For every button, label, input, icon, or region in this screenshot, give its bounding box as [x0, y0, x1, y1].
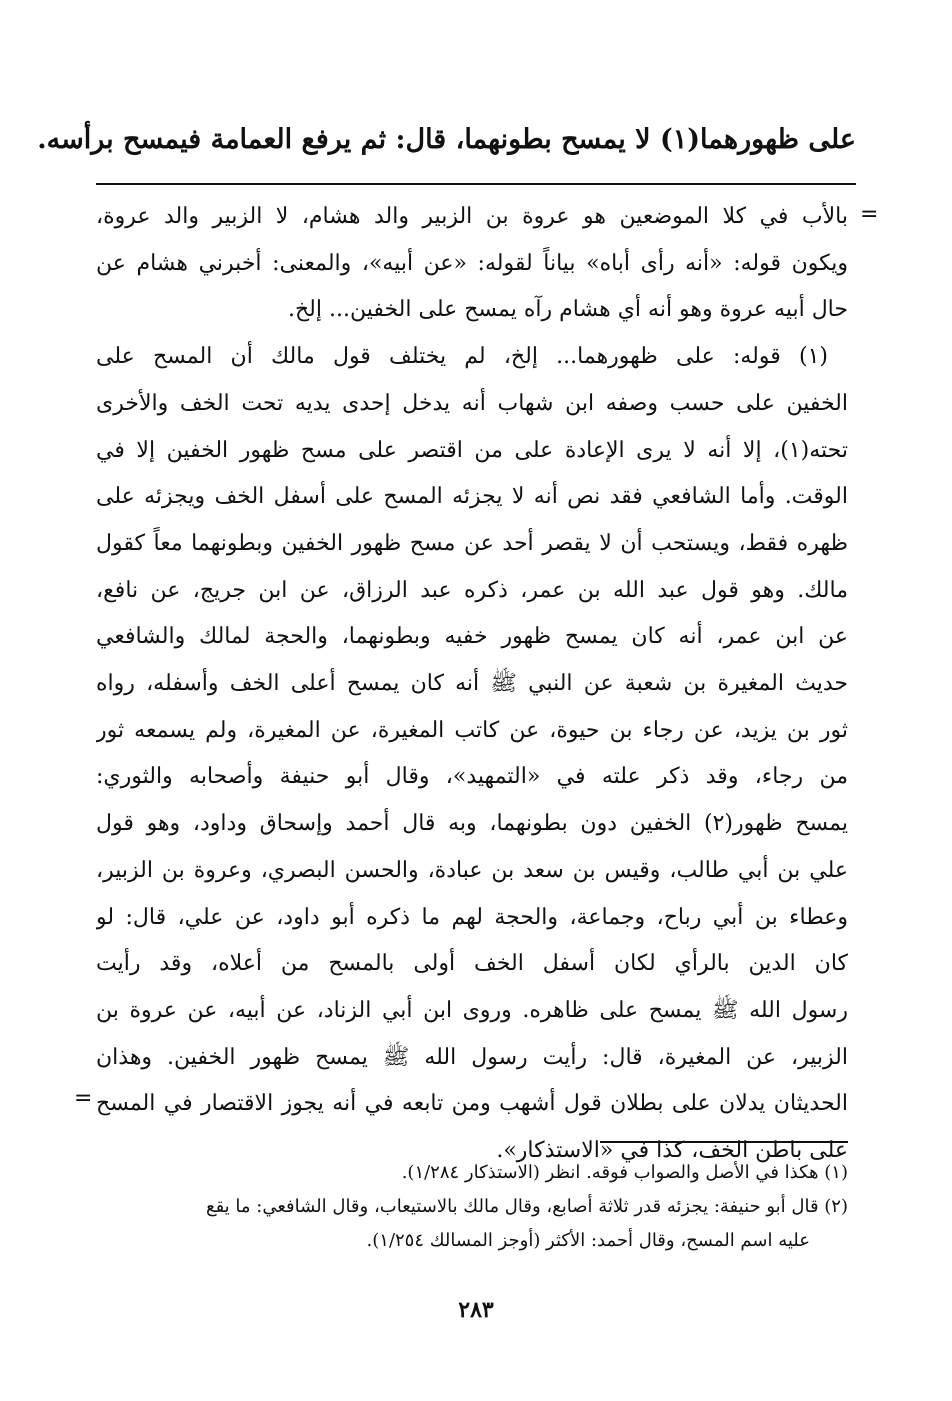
- commentary-line: الحديثان يدلان على بطلان قول أشهب ومن تابعه في أنه يجوز الاقتصار في المسح: [96, 1091, 848, 1117]
- commentary-line: (١) قوله: على ظهورهما... إلخ، لم يختلف قول مالك أن المسح على: [96, 344, 828, 370]
- commentary-line: وعطاء بن أبي رباح، وجماعة، والحجة لهم ما ذكره أبو داود، عن علي، قال: لو: [96, 904, 848, 930]
- footnotes-block: [96, 1156, 848, 1258]
- commentary-line: حديث المغيرة بن شعبة عن النبي ﷺ أنه كان يمسح أعلى الخف وأسفله، رواه: [96, 671, 848, 697]
- commentary-line: الوقت. وأما الشافعي فقد نص أنه لا يجزئه المسح على أسفل الخف ويجزئه على: [96, 484, 848, 510]
- commentary-line: حال أبيه عروة وهو أنه أي هشام رآه يمسح على الخفين... إلخ.: [287, 297, 848, 323]
- footnote-2-continuation: عليه اسم المسح، وقال أحمد: الأكثر (أوجز المسالك ١/٢٥٤).: [366, 1230, 810, 1251]
- commentary-line: كان الدين بالرأي لكان أسفل الخف أولى بالمسح من أعلاه، وقد رأيت: [96, 951, 848, 977]
- main-text-line: على ظهورهما(١) لا يمسح بطونهما، قال: ثم يرفع العمامة فيمسح برأسه.: [37, 124, 856, 155]
- commentary-line: الخفين على حسب وصفه ابن شهاب أنه يدخل إحدى يديه تحت الخف والأخرى: [96, 390, 848, 416]
- commentary-line: بالأب في كلا الموضعين هو عروة بن الزبير والد هشام، لا الزبير والد عروة،: [96, 204, 848, 229]
- commentary-line: ويكون قوله: «أنه رأى أباه» بياناً لقوله: «عن أبيه»، والمعنى: أخبرني هشام عن: [96, 250, 848, 276]
- commentary-line: يمسح ظهور(٢) الخفين دون بطونهما، وبه قال أحمد وإسحاق وداود، وهو قول: [96, 811, 848, 837]
- commentary-line: مالك. وهو قول عبد الله بن عمر، ذكره عبد الرزاق، عن ابن جريج، عن نافع،: [96, 577, 848, 603]
- commentary-line: ظهره فقط، ويستحب أن لا يقصر أحد عن مسح ظهور الخفين وبطونهما معاً كقول: [96, 530, 848, 556]
- commentary-line: ثور بن يزيد، عن رجاء بن حيوة، عن كاتب المغيرة، عن المغيرة، ولم يسمعه ثور: [96, 717, 848, 743]
- separator-rule: [96, 183, 856, 185]
- commentary-line: رسول الله ﷺ يمسح على ظاهره. وروى ابن أبي الزناد، عن أبيه، عن عروة بن: [96, 997, 848, 1023]
- footnote-1: (١) هكذا في الأصل والصواب فوقه. انظر (الاستذكار ١/٢٨٤).: [401, 1162, 848, 1183]
- page-number: ٢٨٣: [458, 1297, 494, 1323]
- footnote-rule: [600, 1141, 848, 1143]
- commentary-block: [96, 194, 848, 1175]
- commentary-line: من رجاء، وقد ذكر علته في «التمهيد»، وقال أبو حنيفة وأصحابه والثوري:: [96, 764, 848, 790]
- continuation-mark-top: =: [860, 202, 879, 227]
- commentary-line: الزبير، عن المغيرة، قال: رأيت رسول الله ﷺ يمسح ظهور الخفين. وهذان: [96, 1044, 848, 1070]
- commentary-line: علي بن أبي طالب، وقيس بن سعد بن عبادة، والحسن البصري، وعروة بن الزبير،: [96, 857, 848, 883]
- commentary-line: عن ابن عمر، أنه كان يمسح ظهور خفيه وبطونهما، والحجة لمالك والشافعي: [96, 624, 848, 650]
- commentary-line: تحته(١)، إلا أنه لا يرى الإعادة على من اقتصر على مسح ظهور الخفين إلا في: [96, 437, 848, 463]
- commentary-line: على باطن الخف، كذا في «الاستذكار».: [496, 1138, 848, 1164]
- footnote-2: (٢) قال أبو حنيفة: يجزئه قدر ثلاثة أصابع، وقال مالك بالاستيعاب، وقال الشافعي: ما يقع: [206, 1196, 848, 1217]
- continuation-mark-bottom: =: [74, 1086, 93, 1111]
